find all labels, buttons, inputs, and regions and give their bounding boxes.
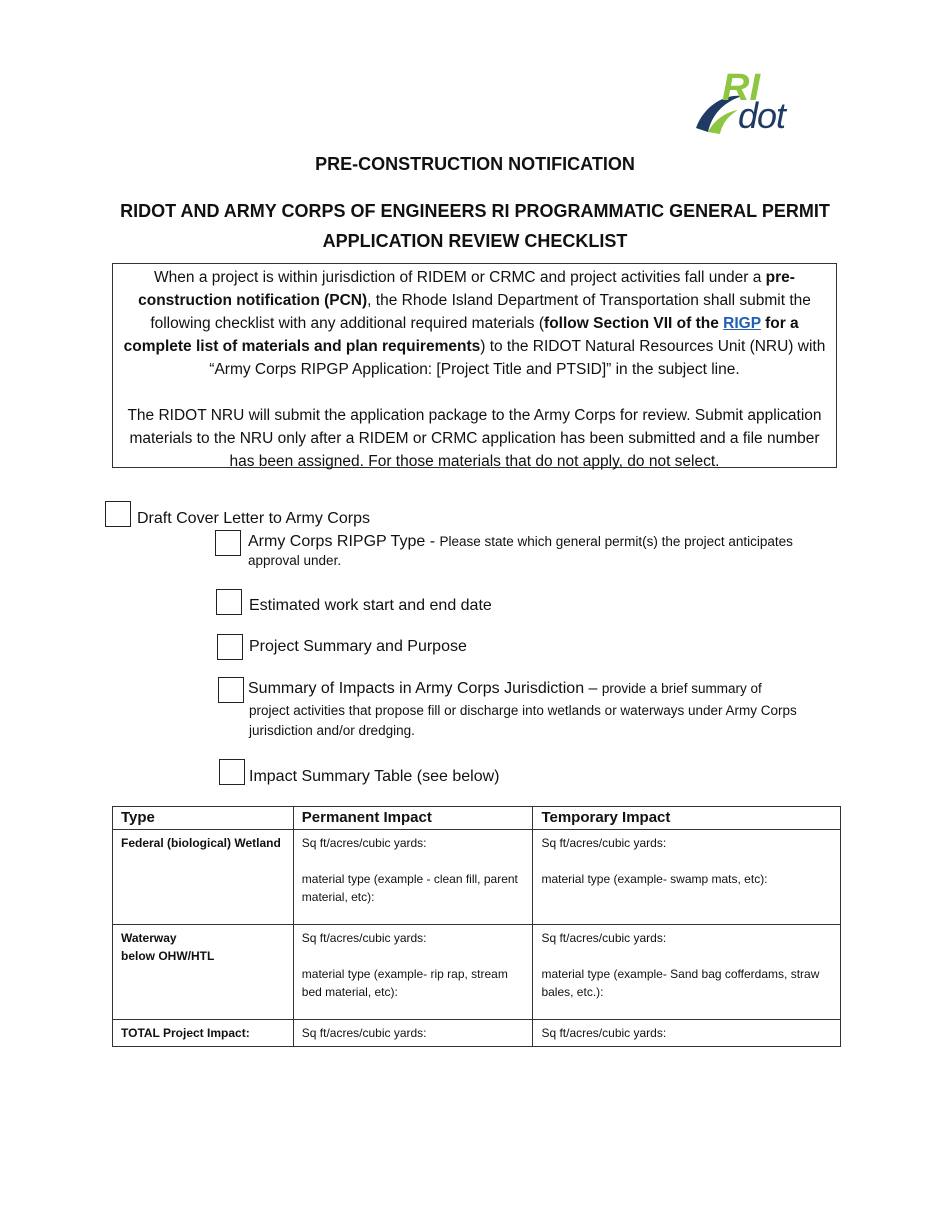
svg-text:dot: dot (738, 95, 786, 136)
checkbox-work-dates[interactable] (216, 589, 242, 615)
type-text: Waterway (121, 931, 177, 945)
checkbox-project-summary[interactable] (217, 634, 243, 660)
area-prompt: Sq ft/acres/cubic yards: (541, 836, 667, 850)
instructions-text: ) to the RIDOT Natural Resources Unit (NRU) with “Army Corps RIPGP Application: [Project Title and PTSID]” in the subject line. (209, 338, 826, 378)
label-ripgp-type (248, 532, 793, 552)
cell-temporary[interactable] (533, 830, 841, 925)
label-ripgp-type-note: Please state which general permit(s) the project anticipates (439, 534, 793, 549)
label-impact-table: Impact Summary Table (see below) (249, 768, 500, 785)
page-title: PRE-CONSTRUCTION NOTIFICATION (315, 154, 635, 174)
label-impacts-summary (248, 679, 762, 699)
cell-type (113, 830, 294, 925)
header-temporary-impact: Temporary Impact (533, 807, 841, 830)
instructions-paragraph-2: The RIDOT NRU will submit the application package to the Army Corps for review. Submit application materials to the NRU only after a RIDEM or CRMC application has been submitted and a file number has been assigned. For those materials that do not apply, do not select. (127, 407, 822, 470)
label-impacts-summary-text: Summary of Impacts in Army Corps Jurisdiction – (248, 680, 602, 697)
label-project-summary: Project Summary and Purpose (249, 638, 467, 655)
table-row-total (113, 1020, 841, 1047)
instructions-bold-requirements: for a complete list of materials and plan requirements (123, 315, 799, 355)
header-permanent-impact: Permanent Impact (293, 807, 533, 830)
type-text: below OHW/HTL (121, 949, 215, 963)
cell-temporary[interactable]: Sq ft/acres/cubic yards: (533, 1020, 841, 1047)
cell-permanent[interactable] (293, 830, 533, 925)
svg-text:RI: RI (722, 67, 760, 109)
instructions-paragraph-1 (119, 266, 830, 381)
ridot-logo-graphic (694, 66, 836, 138)
impact-summary-table (112, 806, 841, 1047)
material-prompt: material type (example- Sand bag cofferdams, straw bales, etc.): (541, 967, 820, 999)
table-header-row (113, 807, 841, 830)
subtitle-line-1: RIDOT AND ARMY CORPS OF ENGINEERS RI PROGRAMMATIC GENERAL PERMIT (120, 201, 830, 221)
material-prompt: material type (example- rip rap, stream bed material, etc): (301, 967, 508, 999)
header-type: Type (113, 807, 294, 830)
type-text: Federal (biological) Wetland (121, 836, 281, 850)
checkbox-ripgp-type[interactable] (215, 530, 241, 556)
checkbox-impact-table[interactable] (219, 759, 245, 785)
material-prompt: material type (example- swamp mats, etc): (541, 872, 768, 886)
label-impacts-summary-note-cont: jurisdiction and/or dredging. (249, 723, 415, 738)
label-impacts-summary-note: provide a brief summary of (601, 681, 762, 696)
checkbox-cover-letter[interactable] (105, 501, 131, 527)
rigp-link[interactable]: RIGP (723, 315, 761, 332)
cell-type: TOTAL Project Impact: (113, 1020, 294, 1047)
label-impacts-summary-note-cont: project activities that propose fill or discharge into wetlands or waterways under Army Corps (249, 703, 797, 718)
instructions-text: , the Rhode Island Department of Transportation shall submit the following checklist with any additional required materials ( (150, 292, 811, 332)
instructions-bold-pcn: pre-construction notification (PCN) (138, 269, 795, 309)
instructions-box (112, 263, 837, 468)
label-cover-letter: Draft Cover Letter to Army Corps (137, 510, 370, 527)
checkbox-impacts-summary[interactable] (218, 677, 244, 703)
cell-type (113, 925, 294, 1020)
table-row (113, 830, 841, 925)
area-prompt: Sq ft/acres/cubic yards: (301, 931, 427, 945)
page-subtitle (100, 196, 850, 256)
label-ripgp-type-text: Army Corps RIPGP Type - (248, 533, 440, 550)
label-ripgp-type-note-cont: approval under. (248, 553, 342, 568)
material-prompt: material type (example - clean fill, parent material, etc): (301, 872, 518, 904)
subtitle-line-2: APPLICATION REVIEW CHECKLIST (322, 231, 628, 251)
cell-permanent[interactable] (293, 925, 533, 1020)
label-work-dates: Estimated work start and end date (249, 597, 492, 614)
table-row (113, 925, 841, 1020)
area-prompt: Sq ft/acres/cubic yards: (301, 836, 427, 850)
area-prompt: Sq ft/acres/cubic yards: (541, 931, 667, 945)
ridot-logo (694, 66, 836, 138)
cell-permanent[interactable]: Sq ft/acres/cubic yards: (293, 1020, 533, 1047)
instructions-bold-section: follow Section VII of the (544, 315, 724, 332)
instructions-text: When a project is within jurisdiction of RIDEM or CRMC and project activities fall under a (154, 269, 766, 286)
cell-temporary[interactable] (533, 925, 841, 1020)
